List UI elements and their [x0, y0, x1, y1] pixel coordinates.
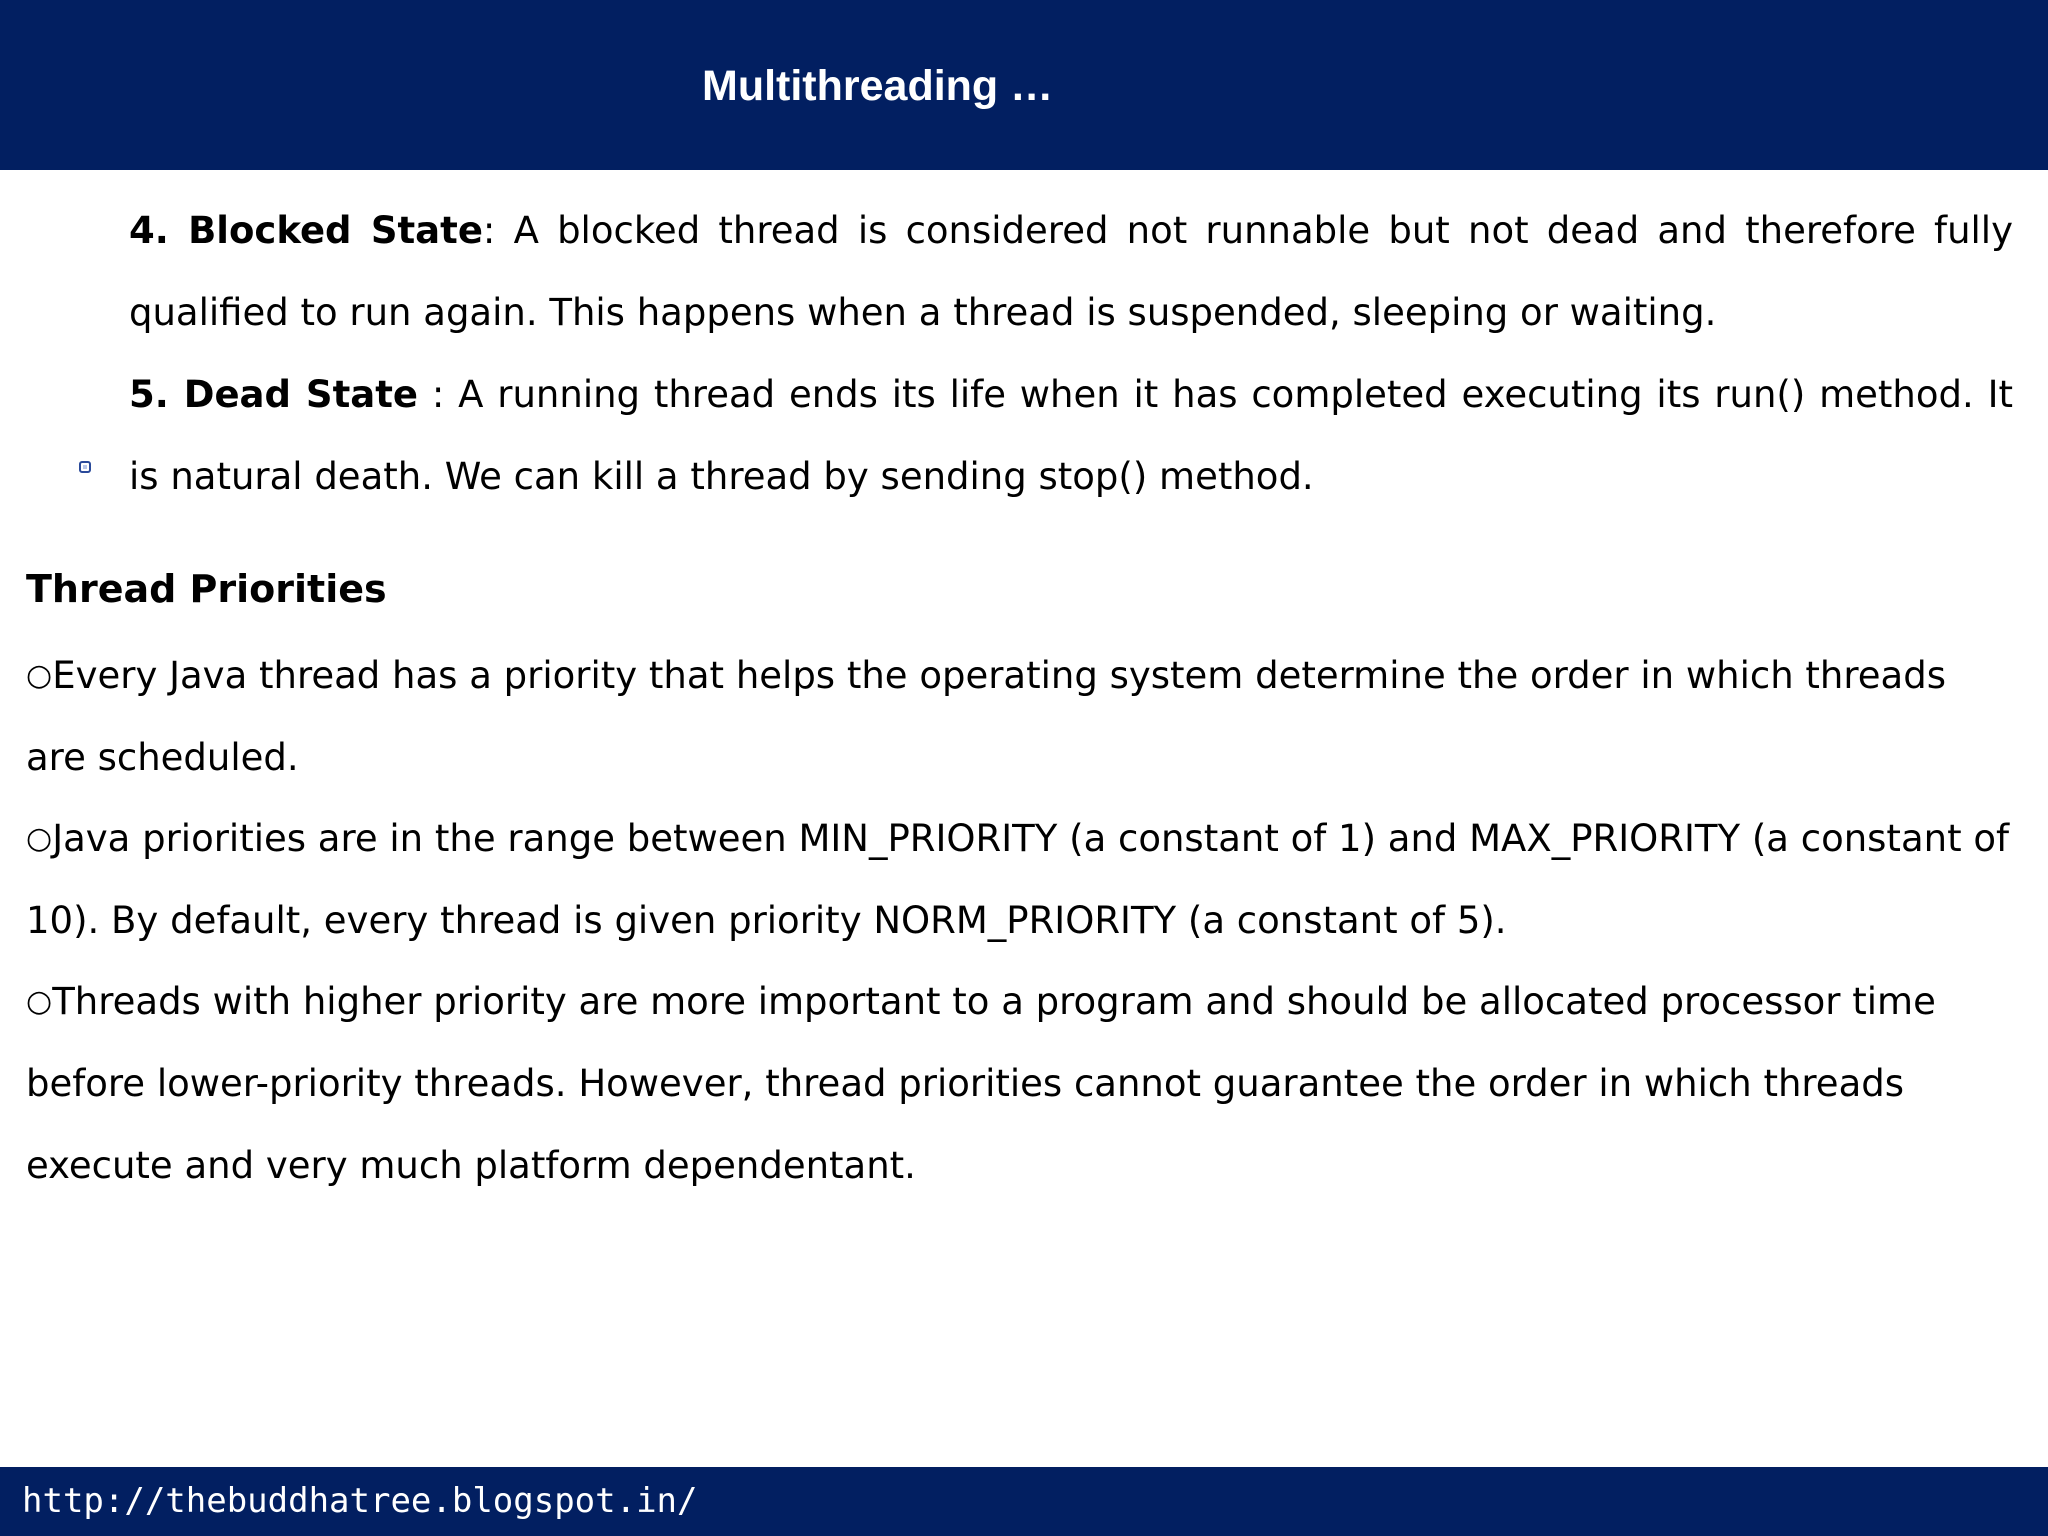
list-item-text: Java priorities are in the range between MIN_PRIORITY (a constant of 1) and MAX_PRIORITY (a constant of 10). By default, every thread is given priority NORM_PRIORITY (a constant of 5).	[26, 817, 2009, 942]
list-item-text: Threads with higher priority are more important to a program and should be allocated processor time before lower-priority threads. However, thread priorities cannot guarantee the order in which threads execute and very much platform dependentant.	[26, 980, 1936, 1187]
blocked-state-text: A blocked thread is considered not runnable but not dead and therefore fully qualified to run again. This happens when a thread is suspended, sleeping or waiting.	[129, 209, 2013, 334]
circle-bullet-icon: ○	[26, 658, 53, 693]
priorities-list	[26, 635, 2016, 1206]
square-bullet-icon	[79, 461, 91, 473]
blocked-state-separator: :	[482, 209, 514, 252]
dead-state-separator: :	[418, 373, 459, 416]
slide-title: Multithreading …	[702, 62, 1054, 110]
slide-footer	[0, 1467, 2048, 1536]
circle-bullet-icon: ○	[26, 821, 53, 857]
list-item	[26, 635, 2016, 798]
list-item	[26, 798, 2016, 961]
circle-bullet-icon: ○	[26, 984, 53, 1020]
slide-header	[0, 0, 2048, 170]
list-item	[26, 961, 2016, 1206]
dead-state-paragraph	[129, 354, 2013, 518]
dead-state-term: 5. Dead State	[129, 373, 419, 416]
footer-url-link[interactable]: http://thebuddhatree.blogspot.in/	[22, 1481, 698, 1521]
blocked-state-paragraph	[129, 190, 2013, 354]
blocked-state-term: 4. Blocked State	[129, 209, 483, 252]
dead-state-text: A running thread ends its life when it has completed executing its run() method. It is natural death. We can kill a thread by sending stop() method.	[129, 373, 2013, 498]
list-item-text: Every Java thread has a priority that helps the operating system determine the order in which threads are scheduled.	[26, 654, 1946, 779]
priorities-heading: Thread Priorities	[26, 567, 387, 611]
